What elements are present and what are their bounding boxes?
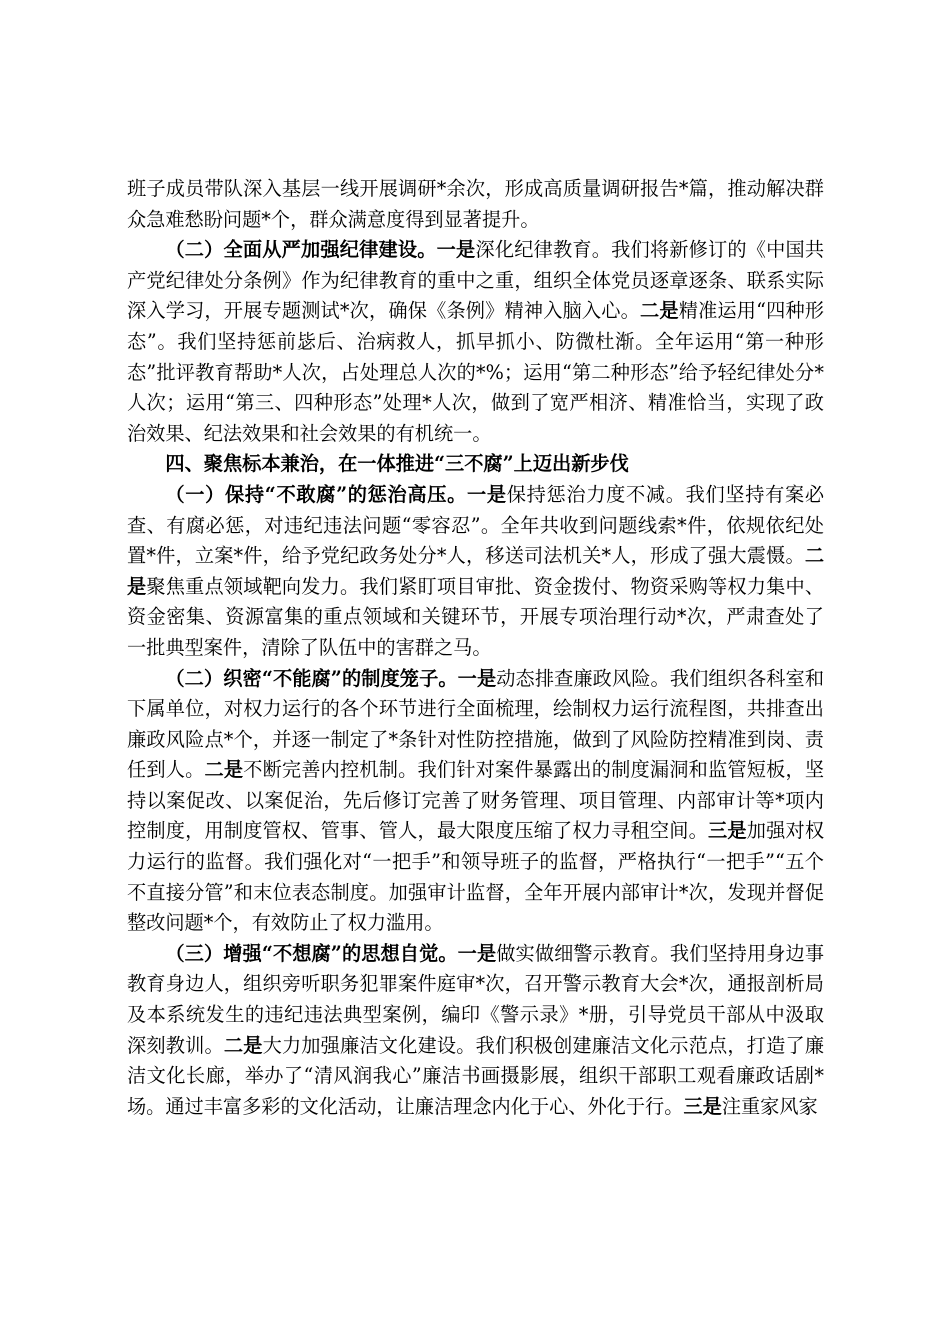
point-text-3: 注重家风家 xyxy=(721,1094,818,1118)
point-text-1: 做实做细警示教育。我们坚持用身边事教育身边人，组织旁听职务犯罪案件庭审*次，召开警示教育大会*次，通报剖析局及本系统发生的违纪违法典型案例，编印《警示录》*册，引导党员干部从中汲取深刻教训。 xyxy=(127,941,825,1057)
point-marker-1: 一是 xyxy=(457,666,497,690)
point-marker-1: 一是 xyxy=(436,238,476,262)
section-lead-discipline: （二）全面从严加强纪律建设。 xyxy=(165,238,437,262)
section-lead-cannot: （二）织密“不能腐”的制度笼子。 xyxy=(165,666,458,690)
point-marker-1: 一是 xyxy=(467,482,507,506)
point-marker-2: 二是 xyxy=(223,1033,263,1057)
point-text-1: 保持惩治力度不减。我们坚持有案必查、有腐必惩，对违纪违法问题“零容忍”。全年共收到问题线索*件，依规依纪处置*件，立案*件，给予党纪政务处分*人，移送司法机关*人，形成了强大震慑。 xyxy=(127,482,825,568)
document-body xyxy=(127,174,824,1122)
point-text-1: 深化纪律教育。我们将新修订的《中国共产党纪律处分条例》作为纪律教育的重中之重，组织全体党员逐章逐条、联系实际深入学习，开展专题测试*次，确保《条例》精神入脑入心。 xyxy=(127,238,825,323)
paragraph-research-results xyxy=(127,174,824,235)
paragraph-cannot-corrupt xyxy=(127,664,824,939)
paragraph-text: 班子成员带队深入基层一线开展调研*余次，形成高质量调研报告*篇，推动解决群众急难愁盼问题*个，群众满意度得到显著提升。 xyxy=(127,177,824,231)
section-lead-not-want: （三）增强“不想腐”的思想自觉。 xyxy=(165,941,458,965)
point-text-3: 加强对权力运行的监督。我们强化对“一把手”和领导班子的监督，严格执行“一把手”“五个不直接分管”和末位表态制度。加强审计监督，全年开展内部审计*次，发现并督促整改问题*个，有效防止了权力滥用。 xyxy=(127,819,825,935)
point-marker-2: 二是 xyxy=(127,544,824,598)
point-text-1: 动态排查廉政风险。我们组织各科室和下属单位，对权力运行的各个环节进行全面梳理，绘制权力运行流程图，共排查出廉政风险点*个，并逐一制定了*条针对性防控措施，做到了风险防控精准到岗、责任到人。 xyxy=(127,666,825,782)
point-marker-2: 二是 xyxy=(640,299,679,323)
paragraph-dare-not-corrupt xyxy=(127,480,824,664)
point-text-2: 聚焦重点领域靶向发力。我们紧盯项目审批、资金拨付、物资采购等权力集中、资金密集、资源富集的重点领域和关键环节，开展专项治理行动*次，严肃查处了一批典型案件，清除了队伍中的害群之马。 xyxy=(127,574,825,659)
paragraph-discipline-building xyxy=(127,235,824,449)
section-lead-dare-not: （一）保持“不敢腐”的惩治高压。 xyxy=(165,482,468,506)
point-marker-1: 一是 xyxy=(457,941,497,965)
section-heading-four: 四、聚焦标本兼治，在一体推进“三不腐”上迈出新步伐 xyxy=(165,452,629,476)
paragraph-not-want-corrupt xyxy=(127,939,824,1123)
point-marker-3: 三是 xyxy=(707,819,747,843)
point-text-2: 精准运用“四种形态”。我们坚持惩前毖后、治病救人，抓早抓小、防微杜渐。全年运用“第一种形态”批评教育帮助*人次，占处理总人次的*%；运用“第二种形态”给予轻纪律处分*人次；运用“第三、四种形态”处理*人次，做到了宽严相济、精准恰当，实现了政治效果、纪法效果和社会效果的有机统一。 xyxy=(127,299,825,445)
point-marker-2: 二是 xyxy=(204,758,244,782)
point-text-2: 不断完善内控机制。我们针对案件暴露出的制度漏洞和监管短板，坚持以案促改、以案促治，先后修订完善了财务管理、项目管理、内部审计等*项内控制度，用制度管权、管事、管人，最大限度压缩了权力寻租空间。 xyxy=(127,758,825,843)
point-text-2: 大力加强廉洁文化建设。我们积极创建廉洁文化示范点，打造了廉洁文化长廊，举办了“清风润我心”廉洁书画摄影展，组织干部职工观看廉政话剧*场。通过丰富多彩的文化活动，让廉洁理念内化于心、外化于行。 xyxy=(127,1033,825,1118)
point-marker-3: 三是 xyxy=(683,1094,722,1118)
